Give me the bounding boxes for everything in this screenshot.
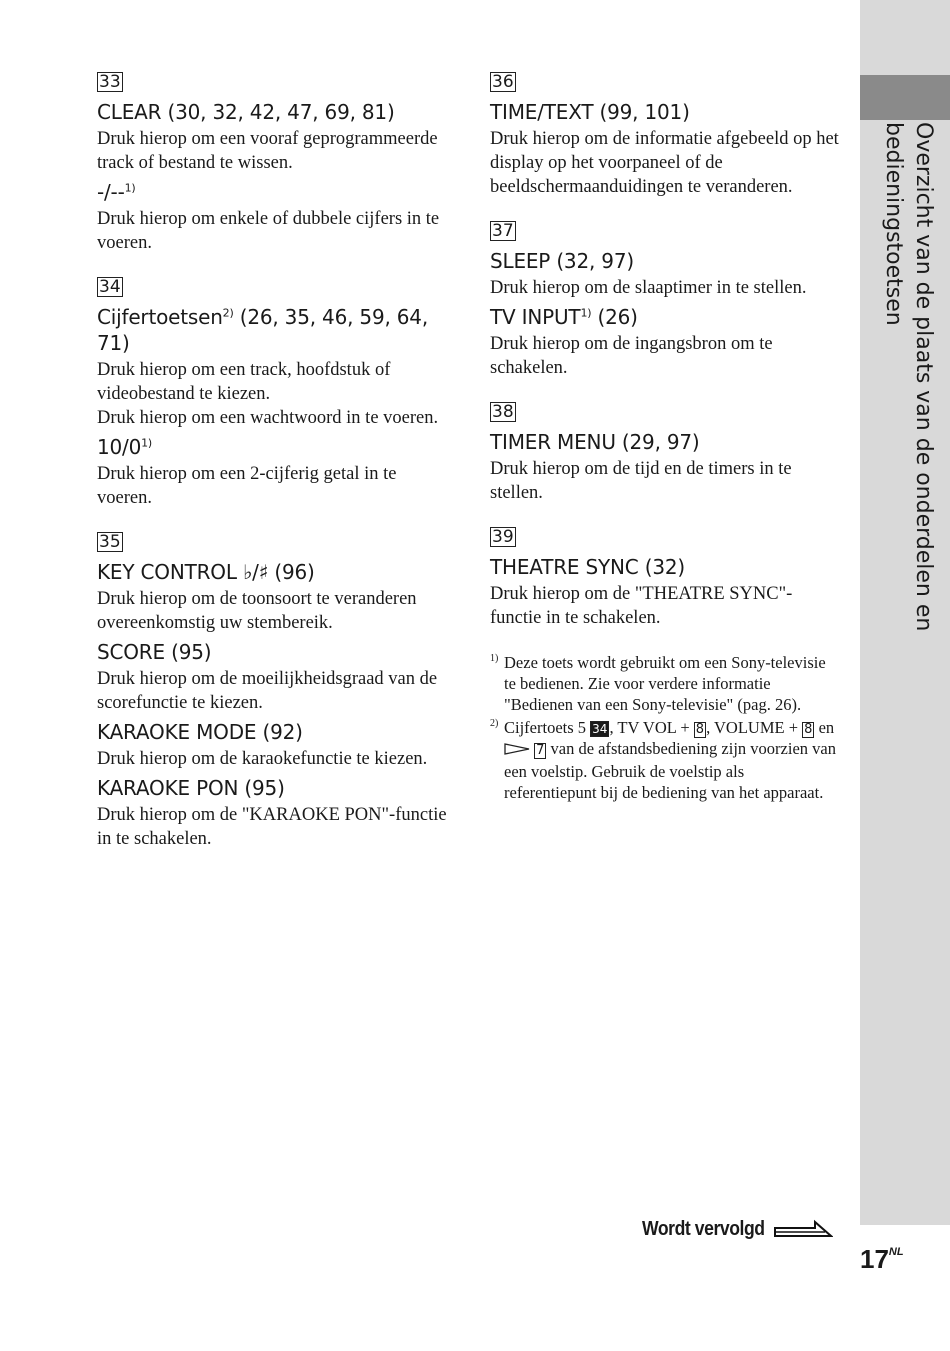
section-number: 38 [492, 402, 514, 422]
left-column [97, 72, 447, 873]
description: Druk hierop om de moeilijkheidsgraad van de scorefunctie te kiezen. [97, 669, 438, 713]
callout-box-7: 7 [536, 743, 545, 758]
description: Druk hierop om enkele of dubbele cijfers in te voeren. [97, 209, 440, 253]
footnote-ref: 1) [124, 181, 136, 195]
section-number: 36 [492, 72, 514, 92]
play-icon [504, 740, 530, 761]
section-number: 35 [99, 532, 121, 552]
footnote-mark: 1) [490, 653, 499, 664]
callout-box-8: 8 [804, 722, 813, 737]
heading-timer-menu: TIMER MENU (29, 97) [490, 430, 700, 454]
heading-dash [97, 179, 447, 205]
description: Druk hierop om de ingangsbron om te schakelen. [490, 334, 773, 378]
sidebar-title-line1: Overzicht van de plaats van de onderdelen en [911, 122, 936, 632]
description: Druk hierop om de slaaptimer in te stellen. [490, 278, 807, 298]
section-38 [490, 402, 840, 505]
heading-pages: (26) [591, 305, 638, 329]
continued-label: Wordt vervolgd [642, 1217, 765, 1240]
footnotes [490, 652, 840, 803]
description: Druk hierop om de informatie afgebeeld op het display op het voorpaneel of de beeldschermaanduidingen te veranderen. [490, 129, 839, 197]
footnote-mark: 2) [490, 718, 499, 729]
heading-clear: CLEAR (30, 32, 42, 47, 69, 81) [97, 100, 395, 124]
footnote-ref: 1) [580, 306, 592, 320]
section-35 [97, 532, 447, 851]
description: Druk hierop om een vooraf geprogrammeerde track of bestand te wissen. [97, 129, 438, 173]
heading-karaoke-mode: KARAOKE MODE (92) [97, 720, 303, 744]
right-column [490, 72, 840, 805]
heading-text: -/-- [97, 180, 125, 204]
heading-key-control: KEY CONTROL ♭/♯ (96) [97, 560, 315, 584]
footnote-text: en [814, 718, 835, 737]
sidebar-title [878, 122, 938, 682]
description: Druk hierop om een 2-cijferig getal in te voeren. [97, 464, 397, 508]
description: Druk hierop om de toonsoort te veranderen overeenkomstig uw stembereik. [97, 589, 417, 633]
callout-box-34: 34 [592, 722, 608, 736]
description: Druk hierop om de "KARAOKE PON"-functie in te schakelen. [97, 805, 447, 849]
arrow-right-icon [773, 1216, 833, 1243]
continued-indicator [642, 1214, 833, 1244]
section-number: 37 [492, 221, 514, 241]
heading-text: Cijfertoetsen [97, 305, 223, 329]
footnote-ref: 2) [222, 306, 234, 320]
footnote-text: , VOLUME + [706, 718, 803, 737]
footnote-text: van de afstandsbediening zijn voorzien van een voelstip. Gebruik de voelstip als referentiepunt bij de bediening van het apparaat. [504, 739, 836, 802]
section-number: 33 [99, 72, 121, 92]
section-39 [490, 527, 840, 630]
heading-number-keys [97, 304, 447, 356]
footnote-ref: 1) [141, 436, 153, 450]
description: Druk hierop om een wachtwoord in te voeren. [97, 408, 439, 428]
section-36 [490, 72, 840, 199]
page-number [860, 1244, 904, 1275]
footnote-text: Deze toets wordt gebruikt om een Sony-televisie te bedienen. Zie voor verdere informatie "Bedienen van een Sony-televisie" (pag. 26). [504, 653, 826, 714]
heading-text: 10/0 [97, 435, 142, 459]
heading-theatre-sync: THEATRE SYNC (32) [490, 555, 685, 579]
heading-pages: (26, 35, 46, 59, 64, 71) [97, 305, 428, 355]
section-34 [97, 277, 447, 510]
footnote-text: , TV VOL + [609, 718, 694, 737]
section-number: 39 [492, 527, 514, 547]
heading-sleep: SLEEP (32, 97) [490, 249, 634, 273]
sidebar-tab-marker [860, 75, 950, 120]
description: Druk hierop om de karaokefunctie te kiezen. [97, 749, 428, 769]
heading-karaoke-pon: KARAOKE PON (95) [97, 776, 285, 800]
description: Druk hierop om een track, hoofdstuk of videobestand te kiezen. [97, 360, 391, 404]
callout-box-8: 8 [695, 722, 705, 737]
section-number: 34 [99, 277, 121, 297]
description: Druk hierop om de tijd en de timers in te stellen. [490, 459, 792, 503]
page-number-value: 17 [860, 1244, 889, 1274]
sidebar-title-line2: bedieningstoetsen [881, 122, 906, 326]
footnote-1 [490, 652, 840, 715]
heading-tv-input [490, 304, 840, 330]
section-33 [97, 72, 447, 255]
footnote-2 [490, 717, 840, 803]
page-locale: NL [888, 1246, 904, 1258]
heading-score: SCORE (95) [97, 640, 212, 664]
heading-time-text: TIME/TEXT (99, 101) [490, 100, 690, 124]
description: Druk hierop om de "THEATRE SYNC"-functie in te schakelen. [490, 584, 793, 628]
heading-10-0 [97, 434, 447, 460]
footnote-text: Cijfertoets 5 [504, 718, 591, 737]
heading-text: TV INPUT [490, 305, 581, 329]
section-37 [490, 221, 840, 380]
